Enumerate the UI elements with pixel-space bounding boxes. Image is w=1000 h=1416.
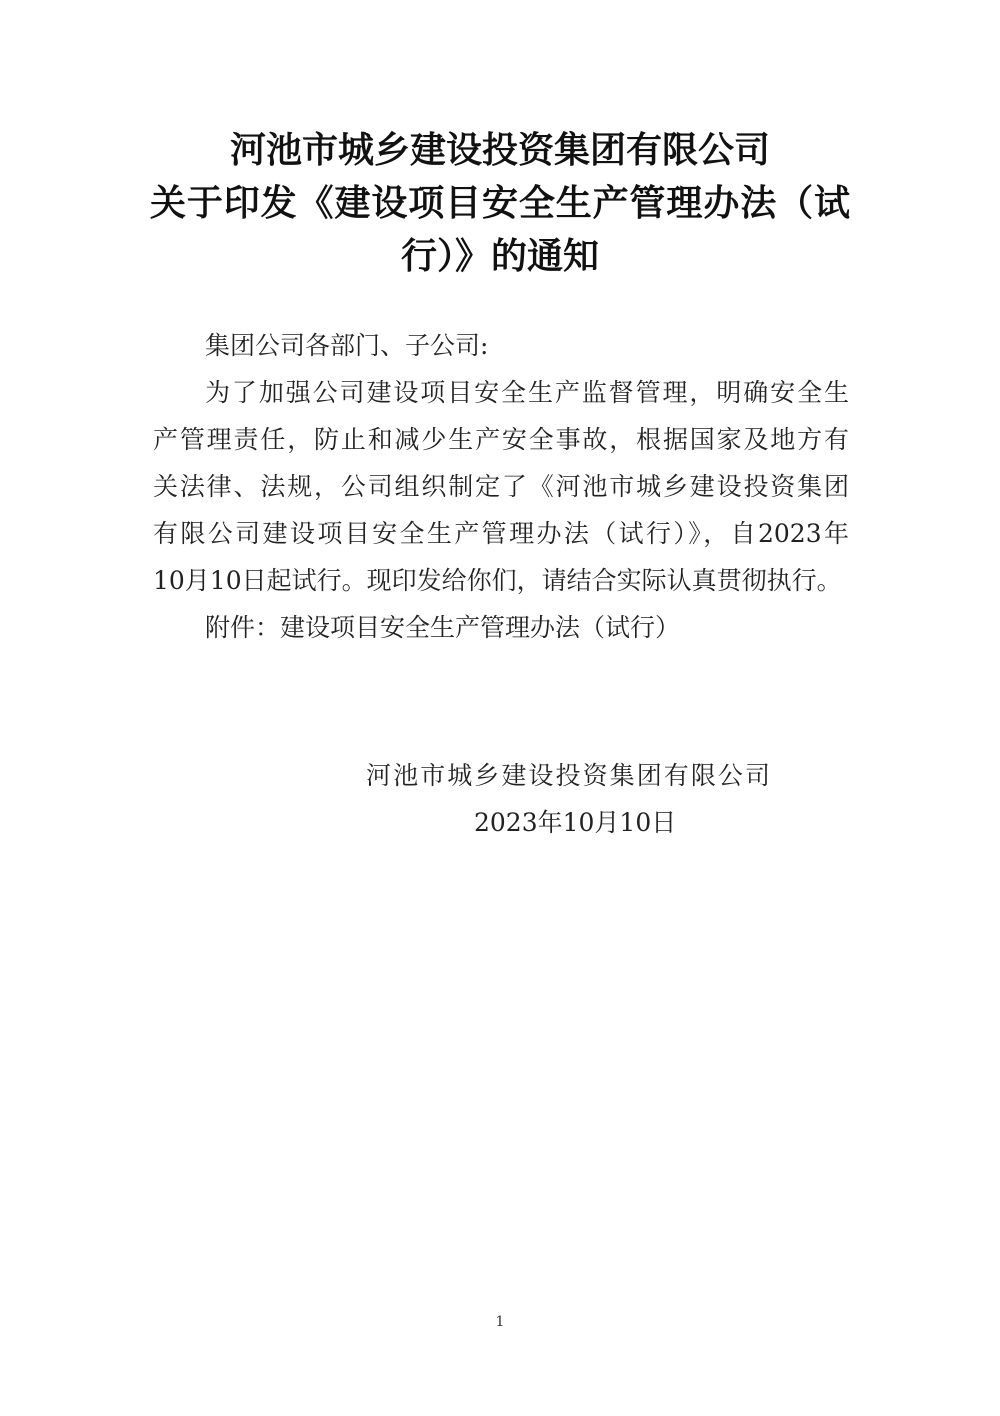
attachment-note: 附件：建设项目安全生产管理办法（试行） bbox=[205, 613, 681, 642]
title-line: 河池市城乡建设投资集团有限公司 bbox=[229, 129, 770, 171]
document-title bbox=[150, 124, 850, 283]
paragraph-line: 为了加强公司建设项目安全生产监督管理，明确安全生 bbox=[205, 378, 849, 407]
paragraph-line: 有限公司建设项目安全生产管理办法（试行）》，自2023年 bbox=[153, 519, 849, 548]
paragraph-line: 10月10日起试行。现印发给你们，请结合实际认真贯彻执行。 bbox=[153, 566, 842, 595]
main-paragraph bbox=[153, 369, 849, 604]
signature-date: 2023年10月10日 bbox=[474, 808, 677, 837]
signature-organization: 河池市城乡建设投资集团有限公司 bbox=[366, 761, 770, 790]
title-line: 关于印发《建设项目安全生产管理办法（试 bbox=[150, 182, 850, 224]
paragraph-line: 关法律、法规，公司组织制定了《河池市城乡建设投资集团 bbox=[153, 472, 849, 501]
document-body bbox=[153, 322, 849, 651]
salutation: 集团公司各部门、子公司: bbox=[205, 331, 489, 360]
paragraph-line: 产管理责任，防止和减少生产安全事故，根据国家及地方有 bbox=[153, 425, 849, 454]
title-line: 行）》的通知 bbox=[400, 235, 599, 277]
signature-block bbox=[366, 752, 770, 846]
page-number: 1 bbox=[495, 1314, 505, 1330]
